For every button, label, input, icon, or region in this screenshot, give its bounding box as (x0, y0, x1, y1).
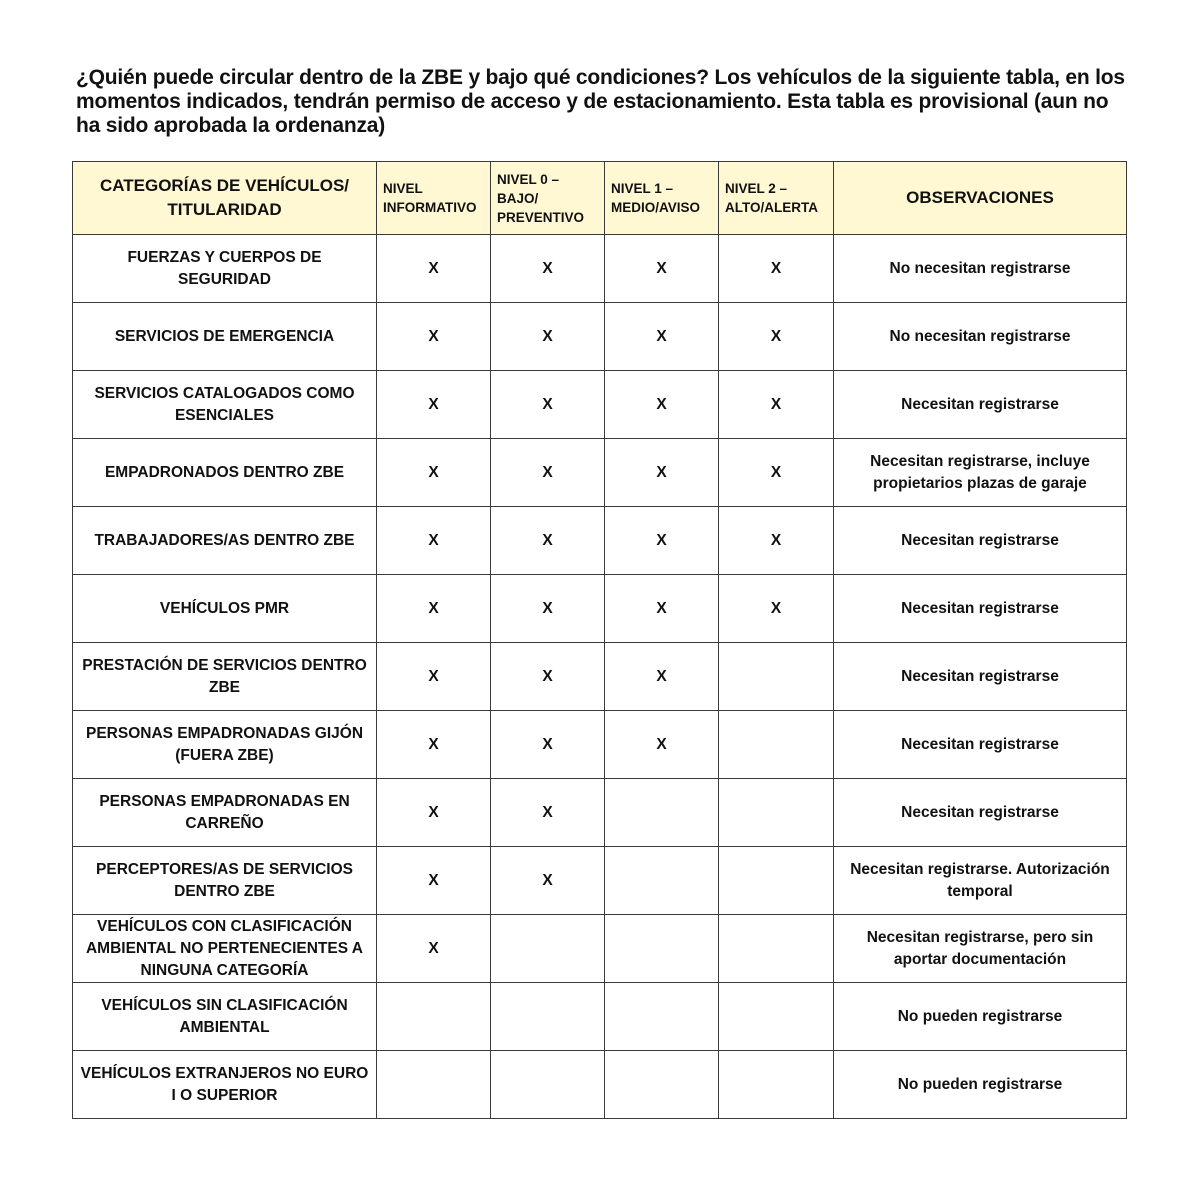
table-row (73, 983, 1127, 1051)
nivel-0-cell: X (491, 643, 605, 711)
observaciones-cell: No pueden registrarse (834, 1051, 1127, 1119)
nivel-informativo-cell (377, 983, 491, 1051)
nivel-0-cell: X (491, 303, 605, 371)
nivel-1-cell: X (605, 303, 719, 371)
table-row (73, 235, 1127, 303)
nivel-1-cell: X (605, 711, 719, 779)
nivel-2-cell: X (719, 507, 834, 575)
category-cell: TRABAJADORES/AS DENTRO ZBE (73, 507, 377, 575)
nivel-0-cell (491, 915, 605, 983)
nivel-0-cell: X (491, 371, 605, 439)
category-cell: FUERZAS Y CUERPOS DE SEGURIDAD (73, 235, 377, 303)
nivel-2-cell: X (719, 439, 834, 507)
nivel-2-cell (719, 779, 834, 847)
nivel-2-cell (719, 1051, 834, 1119)
nivel-informativo-cell: X (377, 439, 491, 507)
nivel-1-cell: X (605, 507, 719, 575)
nivel-1-cell (605, 1051, 719, 1119)
nivel-2-cell: X (719, 303, 834, 371)
category-cell: VEHÍCULOS CON CLASIFICACIÓN AMBIENTAL NO PERTENECIENTES A NINGUNA CATEGORÍA (73, 915, 377, 983)
category-cell: EMPADRONADOS DENTRO ZBE (73, 439, 377, 507)
table-row (73, 779, 1127, 847)
category-cell: SERVICIOS DE EMERGENCIA (73, 303, 377, 371)
intro-paragraph: ¿Quién puede circular dentro de la ZBE y bajo qué condiciones? Los vehículos de la siguiente tabla, en los momentos indicados, tendrán permiso de acceso y de estacionamiento. Esta tabla es provisional (aun no ha sido aprobada la ordenanza) (76, 66, 1125, 137)
table-row (73, 711, 1127, 779)
nivel-0-cell: X (491, 439, 605, 507)
table-row (73, 371, 1127, 439)
header-nivel-1: NIVEL 1 – MEDIO/AVISO (605, 162, 719, 235)
nivel-2-cell: X (719, 575, 834, 643)
nivel-1-cell (605, 779, 719, 847)
nivel-informativo-cell: X (377, 371, 491, 439)
nivel-0-cell: X (491, 711, 605, 779)
header-nivel-0: NIVEL 0 – BAJO/ PREVENTIVO (491, 162, 605, 235)
nivel-informativo-cell: X (377, 847, 491, 915)
table-row (73, 1051, 1127, 1119)
nivel-informativo-cell: X (377, 507, 491, 575)
nivel-1-cell: X (605, 439, 719, 507)
table-row (73, 847, 1127, 915)
category-cell: PERSONAS EMPADRONADAS EN CARREÑO (73, 779, 377, 847)
nivel-1-cell: X (605, 371, 719, 439)
zbe-access-table (72, 161, 1127, 1119)
observaciones-cell: Necesitan registrarse (834, 507, 1127, 575)
category-cell: VEHÍCULOS EXTRANJEROS NO EURO I O SUPERIOR (73, 1051, 377, 1119)
nivel-0-cell: X (491, 235, 605, 303)
nivel-1-cell (605, 983, 719, 1051)
header-nivel-informativo: NIVEL INFORMATIVO (377, 162, 491, 235)
observaciones-cell: Necesitan registrarse (834, 371, 1127, 439)
observaciones-cell: Necesitan registrarse (834, 711, 1127, 779)
nivel-2-cell (719, 915, 834, 983)
nivel-2-cell: X (719, 235, 834, 303)
table-row (73, 575, 1127, 643)
observaciones-cell: No necesitan registrarse (834, 235, 1127, 303)
nivel-0-cell: X (491, 507, 605, 575)
table-row (73, 507, 1127, 575)
observaciones-cell: Necesitan registrarse (834, 643, 1127, 711)
nivel-1-cell: X (605, 575, 719, 643)
category-cell: SERVICIOS CATALOGADOS COMO ESENCIALES (73, 371, 377, 439)
nivel-informativo-cell: X (377, 711, 491, 779)
nivel-0-cell (491, 983, 605, 1051)
table-row (73, 303, 1127, 371)
nivel-1-cell (605, 847, 719, 915)
category-cell: PERCEPTORES/AS DE SERVICIOS DENTRO ZBE (73, 847, 377, 915)
nivel-informativo-cell: X (377, 235, 491, 303)
nivel-1-cell (605, 915, 719, 983)
nivel-0-cell: X (491, 575, 605, 643)
table-row (73, 915, 1127, 983)
observaciones-cell: No pueden registrarse (834, 983, 1127, 1051)
category-cell: VEHÍCULOS PMR (73, 575, 377, 643)
table-header-row (73, 162, 1127, 235)
nivel-1-cell: X (605, 235, 719, 303)
nivel-2-cell (719, 847, 834, 915)
observaciones-cell: Necesitan registrarse (834, 575, 1127, 643)
nivel-informativo-cell: X (377, 779, 491, 847)
observaciones-cell: No necesitan registrarse (834, 303, 1127, 371)
nivel-informativo-cell: X (377, 303, 491, 371)
category-cell: PERSONAS EMPADRONADAS GIJÓN (FUERA ZBE) (73, 711, 377, 779)
nivel-2-cell (719, 711, 834, 779)
observaciones-cell: Necesitan registrarse, pero sin aportar documentación (834, 915, 1127, 983)
observaciones-cell: Necesitan registrarse, incluye propietarios plazas de garaje (834, 439, 1127, 507)
header-observaciones: OBSERVACIONES (834, 162, 1127, 235)
nivel-1-cell: X (605, 643, 719, 711)
nivel-informativo-cell: X (377, 575, 491, 643)
nivel-informativo-cell (377, 1051, 491, 1119)
table-row (73, 643, 1127, 711)
category-cell: VEHÍCULOS SIN CLASIFICACIÓN AMBIENTAL (73, 983, 377, 1051)
nivel-0-cell (491, 1051, 605, 1119)
header-nivel-2: NIVEL 2 – ALTO/ALERTA (719, 162, 834, 235)
table-row (73, 439, 1127, 507)
observaciones-cell: Necesitan registrarse. Autorización temporal (834, 847, 1127, 915)
nivel-2-cell: X (719, 371, 834, 439)
nivel-0-cell: X (491, 779, 605, 847)
nivel-2-cell (719, 983, 834, 1051)
observaciones-cell: Necesitan registrarse (834, 779, 1127, 847)
nivel-0-cell: X (491, 847, 605, 915)
header-category: CATEGORÍAS DE VEHÍCULOS/ TITULARIDAD (73, 162, 377, 235)
nivel-informativo-cell: X (377, 915, 491, 983)
nivel-informativo-cell: X (377, 643, 491, 711)
category-cell: PRESTACIÓN DE SERVICIOS DENTRO ZBE (73, 643, 377, 711)
nivel-2-cell (719, 643, 834, 711)
